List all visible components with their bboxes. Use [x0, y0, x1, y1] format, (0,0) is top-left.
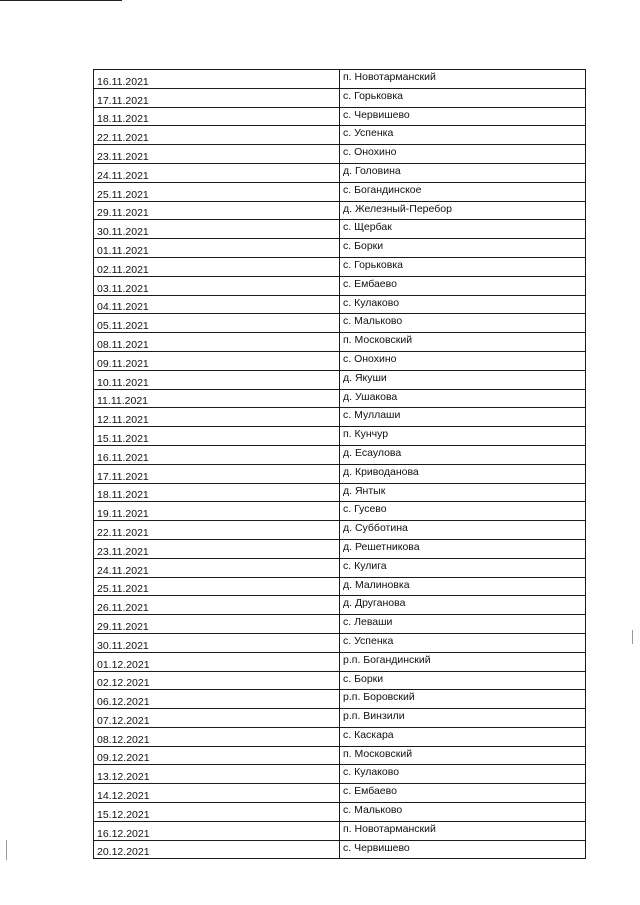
settlement-cell: с. Гусево	[340, 502, 586, 521]
settlement-cell: с. Онохино	[340, 351, 586, 370]
date-cell: 15.12.2021	[94, 803, 340, 822]
date-cell: 25.11.2021	[94, 182, 340, 201]
table-row	[94, 633, 586, 652]
date-cell: 17.11.2021	[94, 88, 340, 107]
date-cell: 18.11.2021	[94, 107, 340, 126]
table-row	[94, 784, 586, 803]
table-row	[94, 445, 586, 464]
table-row	[94, 182, 586, 201]
table-row	[94, 521, 586, 540]
settlement-cell: с. Борки	[340, 239, 586, 258]
settlement-cell: д. Якуши	[340, 370, 586, 389]
date-cell: 16.11.2021	[94, 445, 340, 464]
table-row	[94, 408, 586, 427]
date-cell: 17.11.2021	[94, 464, 340, 483]
settlement-cell: с. Мальково	[340, 803, 586, 822]
settlement-cell: с. Червишево	[340, 840, 586, 859]
date-cell: 08.12.2021	[94, 727, 340, 746]
table-row	[94, 483, 586, 502]
date-cell: 24.11.2021	[94, 163, 340, 182]
date-cell: 06.12.2021	[94, 690, 340, 709]
settlement-cell: д. Малиновка	[340, 577, 586, 596]
settlement-cell: с. Червишево	[340, 107, 586, 126]
date-cell: 09.11.2021	[94, 351, 340, 370]
table-row	[94, 690, 586, 709]
date-cell: 02.12.2021	[94, 671, 340, 690]
table-row	[94, 671, 586, 690]
settlement-cell: д. Янтык	[340, 483, 586, 502]
scan-corner-line	[0, 0, 122, 1]
date-cell: 01.11.2021	[94, 239, 340, 258]
date-cell: 29.11.2021	[94, 201, 340, 220]
date-cell: 20.12.2021	[94, 840, 340, 859]
table-row	[94, 821, 586, 840]
date-cell: 18.11.2021	[94, 483, 340, 502]
settlement-cell: с. Муллаши	[340, 408, 586, 427]
settlement-cell: с. Борки	[340, 671, 586, 690]
date-cell: 14.12.2021	[94, 784, 340, 803]
table-row	[94, 276, 586, 295]
settlement-cell: с. Кулаково	[340, 295, 586, 314]
scan-artifact	[632, 630, 633, 644]
settlement-cell: с. Успенка	[340, 633, 586, 652]
table-row	[94, 220, 586, 239]
table-row	[94, 803, 586, 822]
table-row	[94, 746, 586, 765]
table-row	[94, 70, 586, 89]
table-row	[94, 314, 586, 333]
settlement-cell: п. Новотарманский	[340, 70, 586, 89]
table-row	[94, 502, 586, 521]
date-cell: 26.11.2021	[94, 596, 340, 615]
table-row	[94, 107, 586, 126]
settlement-cell: д. Есаулова	[340, 445, 586, 464]
date-cell: 03.11.2021	[94, 276, 340, 295]
table-row	[94, 840, 586, 859]
table-row	[94, 539, 586, 558]
settlement-cell: с. Онохино	[340, 145, 586, 164]
date-cell: 30.11.2021	[94, 220, 340, 239]
date-cell: 05.11.2021	[94, 314, 340, 333]
date-cell: 12.11.2021	[94, 408, 340, 427]
date-cell: 24.11.2021	[94, 558, 340, 577]
settlement-cell: с. Успенка	[340, 126, 586, 145]
table-row	[94, 370, 586, 389]
date-cell: 04.11.2021	[94, 295, 340, 314]
date-cell: 23.11.2021	[94, 145, 340, 164]
settlement-cell: с. Ембаево	[340, 276, 586, 295]
settlement-cell: с. Горьковка	[340, 257, 586, 276]
date-cell: 19.11.2021	[94, 502, 340, 521]
table-row	[94, 427, 586, 446]
schedule-table-body	[94, 70, 586, 859]
settlement-cell: с. Леваши	[340, 615, 586, 634]
table-row	[94, 88, 586, 107]
settlement-cell: п. Московский	[340, 333, 586, 352]
table-row	[94, 201, 586, 220]
date-cell: 30.11.2021	[94, 633, 340, 652]
table-row	[94, 333, 586, 352]
settlement-cell: с. Кулига	[340, 558, 586, 577]
settlement-cell: с. Мальково	[340, 314, 586, 333]
date-cell: 10.11.2021	[94, 370, 340, 389]
date-cell: 16.11.2021	[94, 70, 340, 89]
settlement-cell: с. Ембаево	[340, 784, 586, 803]
date-cell: 02.11.2021	[94, 257, 340, 276]
date-cell: 16.12.2021	[94, 821, 340, 840]
settlement-cell: д. Головина	[340, 163, 586, 182]
settlement-cell: с. Каскара	[340, 727, 586, 746]
scan-artifact	[6, 840, 7, 860]
settlement-cell: д. Друганова	[340, 596, 586, 615]
date-cell: 25.11.2021	[94, 577, 340, 596]
table-row	[94, 257, 586, 276]
table-row	[94, 126, 586, 145]
date-cell: 11.11.2021	[94, 389, 340, 408]
settlement-cell: с. Богандинское	[340, 182, 586, 201]
table-row	[94, 709, 586, 728]
table-row	[94, 295, 586, 314]
table-row	[94, 596, 586, 615]
settlement-cell: п. Новотарманский	[340, 821, 586, 840]
settlement-cell: д. Железный-Перебор	[340, 201, 586, 220]
table-row	[94, 163, 586, 182]
table-row	[94, 145, 586, 164]
table-row	[94, 558, 586, 577]
table-row	[94, 652, 586, 671]
settlement-cell: п. Кунчур	[340, 427, 586, 446]
settlement-cell: д. Ушакова	[340, 389, 586, 408]
settlement-cell: с. Кулаково	[340, 765, 586, 784]
schedule-table	[93, 69, 586, 859]
table-row	[94, 727, 586, 746]
settlement-cell: р.п. Винзили	[340, 709, 586, 728]
date-cell: 29.11.2021	[94, 615, 340, 634]
date-cell: 23.11.2021	[94, 539, 340, 558]
date-cell: 09.12.2021	[94, 746, 340, 765]
settlement-cell: д. Субботина	[340, 521, 586, 540]
settlement-cell: п. Московский	[340, 746, 586, 765]
date-cell: 07.12.2021	[94, 709, 340, 728]
settlement-cell: д. Криводанова	[340, 464, 586, 483]
table-row	[94, 464, 586, 483]
table-row	[94, 577, 586, 596]
date-cell: 01.12.2021	[94, 652, 340, 671]
table-row	[94, 239, 586, 258]
table-row	[94, 389, 586, 408]
date-cell: 15.11.2021	[94, 427, 340, 446]
date-cell: 08.11.2021	[94, 333, 340, 352]
settlement-cell: д. Решетникова	[340, 539, 586, 558]
date-cell: 13.12.2021	[94, 765, 340, 784]
table-row	[94, 615, 586, 634]
table-row	[94, 351, 586, 370]
settlement-cell: р.п. Боровский	[340, 690, 586, 709]
settlement-cell: с. Горьковка	[340, 88, 586, 107]
settlement-cell: с. Щербак	[340, 220, 586, 239]
table-row	[94, 765, 586, 784]
settlement-cell: р.п. Богандинский	[340, 652, 586, 671]
date-cell: 22.11.2021	[94, 521, 340, 540]
date-cell: 22.11.2021	[94, 126, 340, 145]
